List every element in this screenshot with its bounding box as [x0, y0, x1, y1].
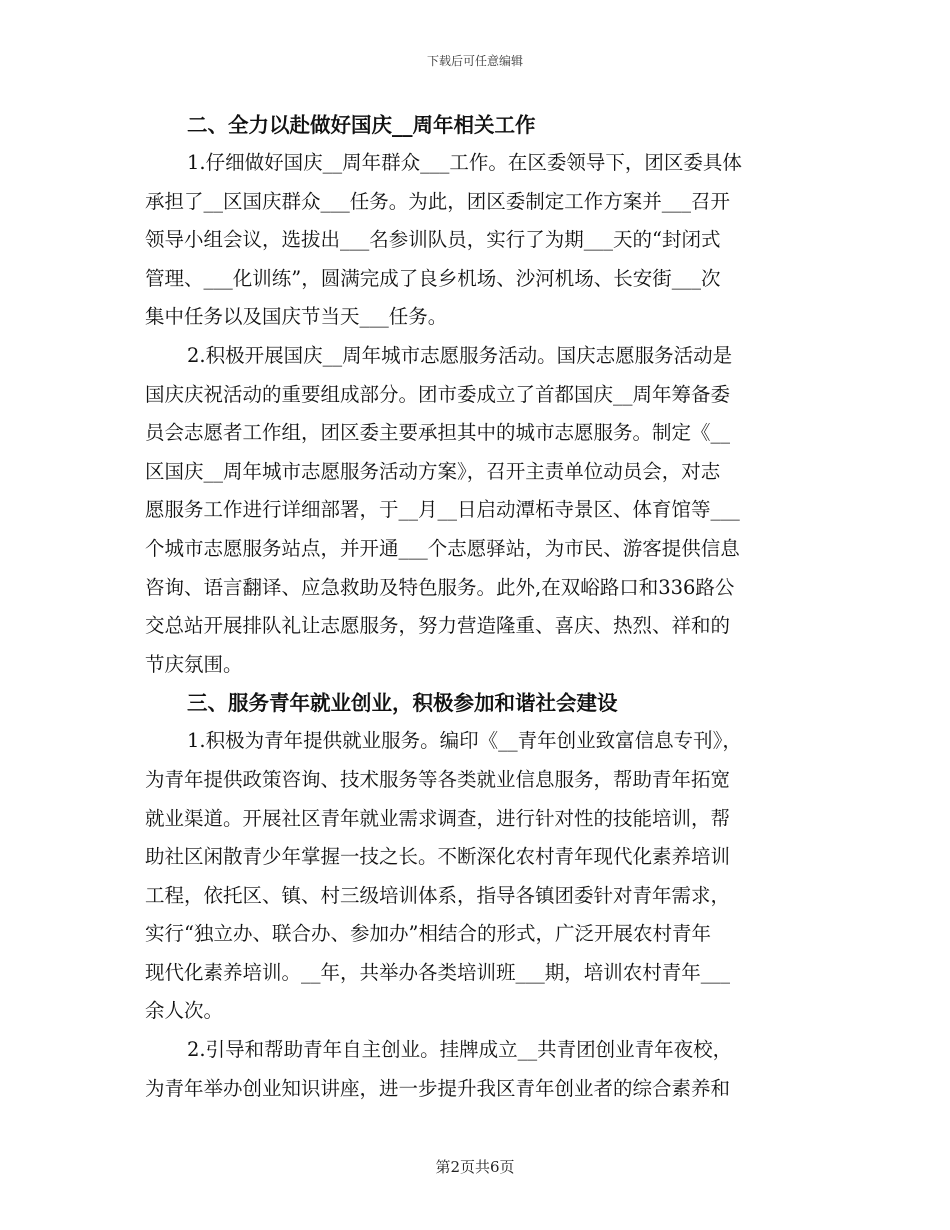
paragraph-line: 管理、___化训练”，圆满完成了良乡机场、沙河机场、长安街___次 [145, 266, 721, 290]
paragraph-line: 员会志愿者工作组，团区委主要承担其中的城市志愿服务。制定《__ [145, 421, 731, 445]
page-header: 下载后可任意编辑 [426, 54, 523, 68]
paragraph-line: 就业渠道。开展社区青年就业需求调查，进行针对性的技能培训，帮 [145, 806, 731, 830]
paragraph [145, 1031, 805, 1108]
paragraph-line: 咨询、语言翻译、应急救助及特色服务。此外,在双峪路口和336路公 [145, 575, 735, 599]
paragraph-line: 为青年举办创业知识讲座，进一步提升我区青年创业者的综合素养和 [145, 1076, 731, 1100]
paragraph-line: 区国庆__周年城市志愿服务活动方案》，召开主责单位动员会，对志 [145, 459, 721, 483]
paragraph-line: 2.引导和帮助青年自主创业。挂牌成立__共青团创业青年夜校， [187, 1038, 733, 1062]
paragraph-line: 集中任务以及国庆节当天___任务。 [145, 305, 448, 329]
paragraph-line: 2.积极开展国庆__周年城市志愿服务活动。国庆志愿服务活动是 [187, 343, 733, 367]
document-body [145, 106, 805, 1108]
paragraph-line: 交总站开展排队礼让志愿服务，努力营造隆重、喜庆、热烈、祥和的 [145, 614, 731, 638]
paragraph-line: 承担了__区国庆群众___任务。为此，团区委制定工作方案并___召开 [145, 189, 731, 213]
page-number: 第2页共6页 [435, 1158, 515, 1176]
paragraph-line: 节庆氛围。 [145, 652, 243, 676]
paragraph-line: 个城市志愿服务站点，并开通___个志愿驿站，为市民、游客提供信息 [145, 536, 740, 560]
paragraph-line: 现代化素养培训。__年，共举办各类培训班___期，培训农村青年___ [145, 960, 731, 984]
paragraph-line: 国庆庆祝活动的重要组成部分。团市委成立了首都国庆__周年筹备委 [145, 382, 731, 406]
paragraph-line: 领导小组会议，选拔出___名参训队员，实行了为期___天的“封闭式 [145, 228, 721, 252]
paragraph [145, 337, 805, 684]
paragraph-line: 1.积极为青年提供就业服务。编印《__青年创业致富信息专刊》， [187, 729, 742, 753]
paragraph [145, 144, 805, 337]
paragraph-line: 工程，依托区、镇、村三级培训体系，指导各镇团委针对青年需求， [145, 883, 731, 907]
paragraph-line: 余人次。 [145, 999, 224, 1023]
paragraph-line: 助社区闲散青少年掌握一技之长。不断深化农村青年现代化素养培训 [145, 845, 731, 869]
paragraph-line: 1.仔细做好国庆__周年群众___工作。在区委领导下，团区委具体 [187, 151, 742, 174]
paragraph-line: 愿服务工作进行详细部署，于__月__日启动潭柘寺景区、体育馆等___ [145, 498, 740, 522]
section-heading: 三、服务青年就业创业，积极参加和谐社会建设 [187, 691, 618, 716]
section-heading: 二、全力以赴做好国庆__周年相关工作 [187, 113, 536, 137]
paragraph [145, 722, 805, 1031]
paragraph-line: 为青年提供政策咨询、技术服务等各类就业信息服务，帮助青年拓宽 [145, 767, 731, 791]
paragraph-line: 实行“独立办、联合办、参加办”相结合的形式，广泛开展农村青年 [145, 922, 711, 946]
